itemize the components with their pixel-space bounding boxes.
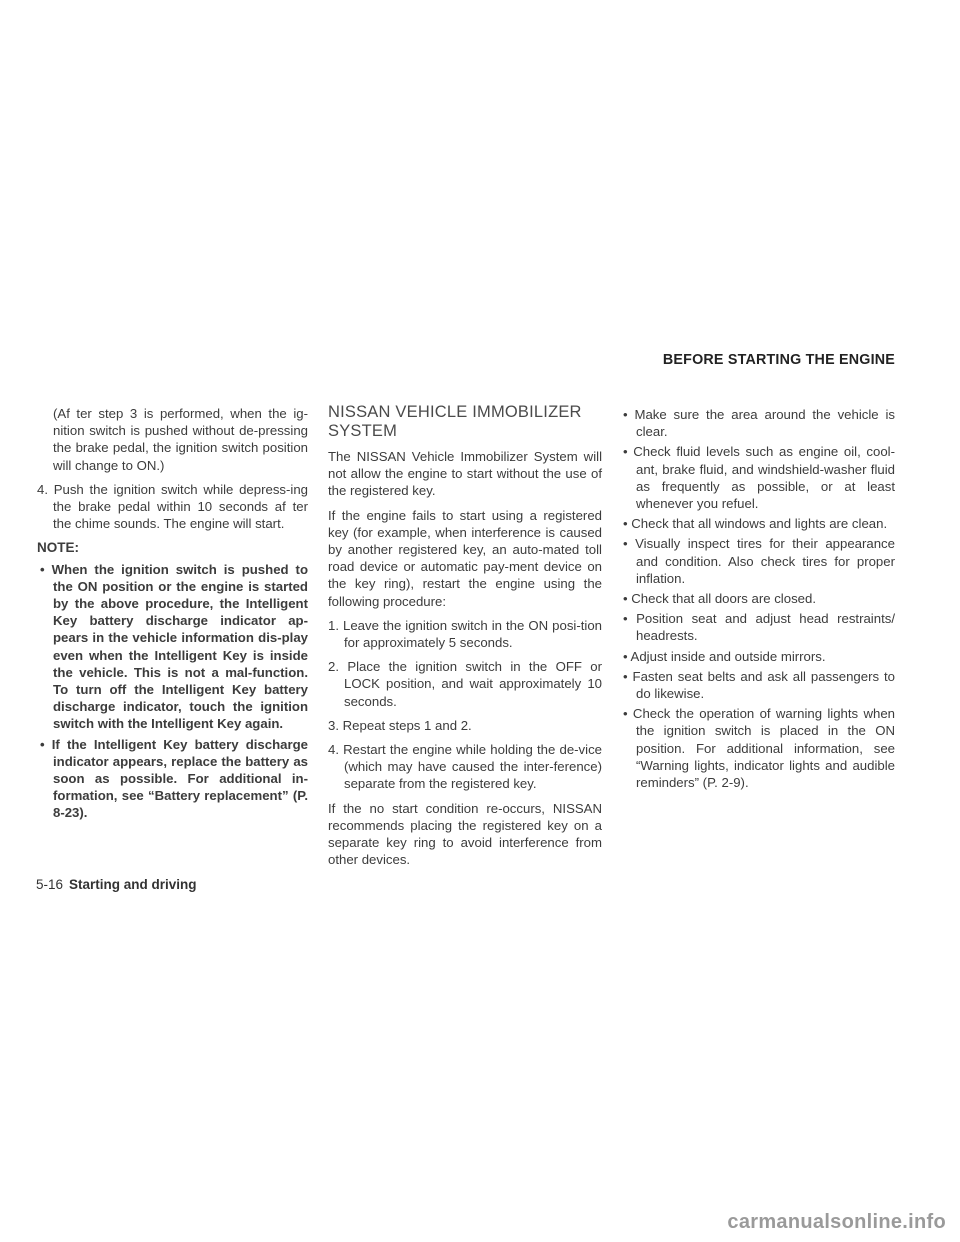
page-footer [36,877,197,892]
checklist-item: • Position seat and adjust head restraints/ headrests. [623,611,895,644]
immobilizer-step-2: 2. Place the ignition switch in the OFF or LOCK position, and wait approximately 10 seconds. [328,659,602,709]
checklist-item: • Check fluid levels such as engine oil, cool-ant, brake fluid, and windshield-washer fluid as frequently as possible, or at least whenever you refuel. [623,444,895,512]
paragraph-after-step3: (Af ter step 3 is performed, when the ig-nition switch is pushed without de-pressing the brake pedal, the ignition switch position will change to ON.) [53,406,308,473]
checklist-item: • Check that all windows and lights are clean. [623,516,888,532]
immobilizer-failure-text: If the engine fails to start using a registered key (for example, when interference is caused by another registered key, an auto-mated toll road device or automatic pay-ment device on the key ring), restart the engine using the following procedure: [328,507,602,609]
section-title: BEFORE STARTING THE ENGINE [662,352,895,368]
immobilizer-intro: The NISSAN Vehicle Immobilizer System will not allow the engine to start without the use of the registered key. [328,449,602,499]
watermark: carmanualsonline.info [727,1211,946,1233]
immobilizer-recommendation: If the no start condition re-occurs, NISSAN recommends placing the registered key on a separate key ring to avoid interference from other devices. [328,800,602,868]
chapter-title: Starting and driving [69,877,197,892]
column-left [37,405,308,825]
immobilizer-step-1: 1. Leave the ignition switch in the ON posi-tion for approximately 5 seconds. [328,617,602,651]
checklist-item: • Visually inspect tires for their appearance and condition. Also check tires for proper inflation. [623,536,895,586]
checklist-item: • Fasten seat belts and ask all passengers to do likewise. [623,668,895,702]
note-label: NOTE: [37,540,79,556]
column-middle [328,403,602,875]
checklist-item: • Make sure the area around the vehicle is clear. [623,407,895,440]
page-number: 5-16 [36,877,64,892]
checklist-item: • Check the operation of warning lights when the ignition switch is placed in the ON position. For additional information, see “Warning lights, indicator lights and audible reminders” (P. 2-9). [623,706,895,791]
immobilizer-step-4: 4. Restart the engine while holding the de-vice (which may have caused the inter-ference) separate from the registered key. [328,742,602,792]
checklist-item: • Adjust inside and outside mirrors. [623,648,826,664]
step-4: 4. Push the ignition switch while depress-ing the brake pedal within 10 seconds af ter the chime sounds. The engine will start. [37,481,308,532]
note-bullet-1: • When the ignition switch is pushed to the ON position or the engine is started by the above procedure, the Intelligent Key battery discharge indicator ap-pears in the vehicle information dis-play even when the Intelligent Key is inside the vehicle. This is not a mal-function. To turn off the Intelligent Key battery discharge indicator, touch the ignition switch with the Intelligent Key again. [40,561,308,732]
note-bullet-2: • If the Intelligent Key battery discharge indicator appears, replace the battery as soon as possible. For additional in-formation, see “Battery replacement” (P. 8-23). [40,736,308,821]
column-right [620,406,895,794]
immobilizer-step-3: 3. Repeat steps 1 and 2. [328,717,472,733]
immobilizer-heading: NISSAN VEHICLE IMMOBILIZER SYSTEM [328,403,582,440]
checklist-item: • Check that all doors are closed. [623,591,817,607]
